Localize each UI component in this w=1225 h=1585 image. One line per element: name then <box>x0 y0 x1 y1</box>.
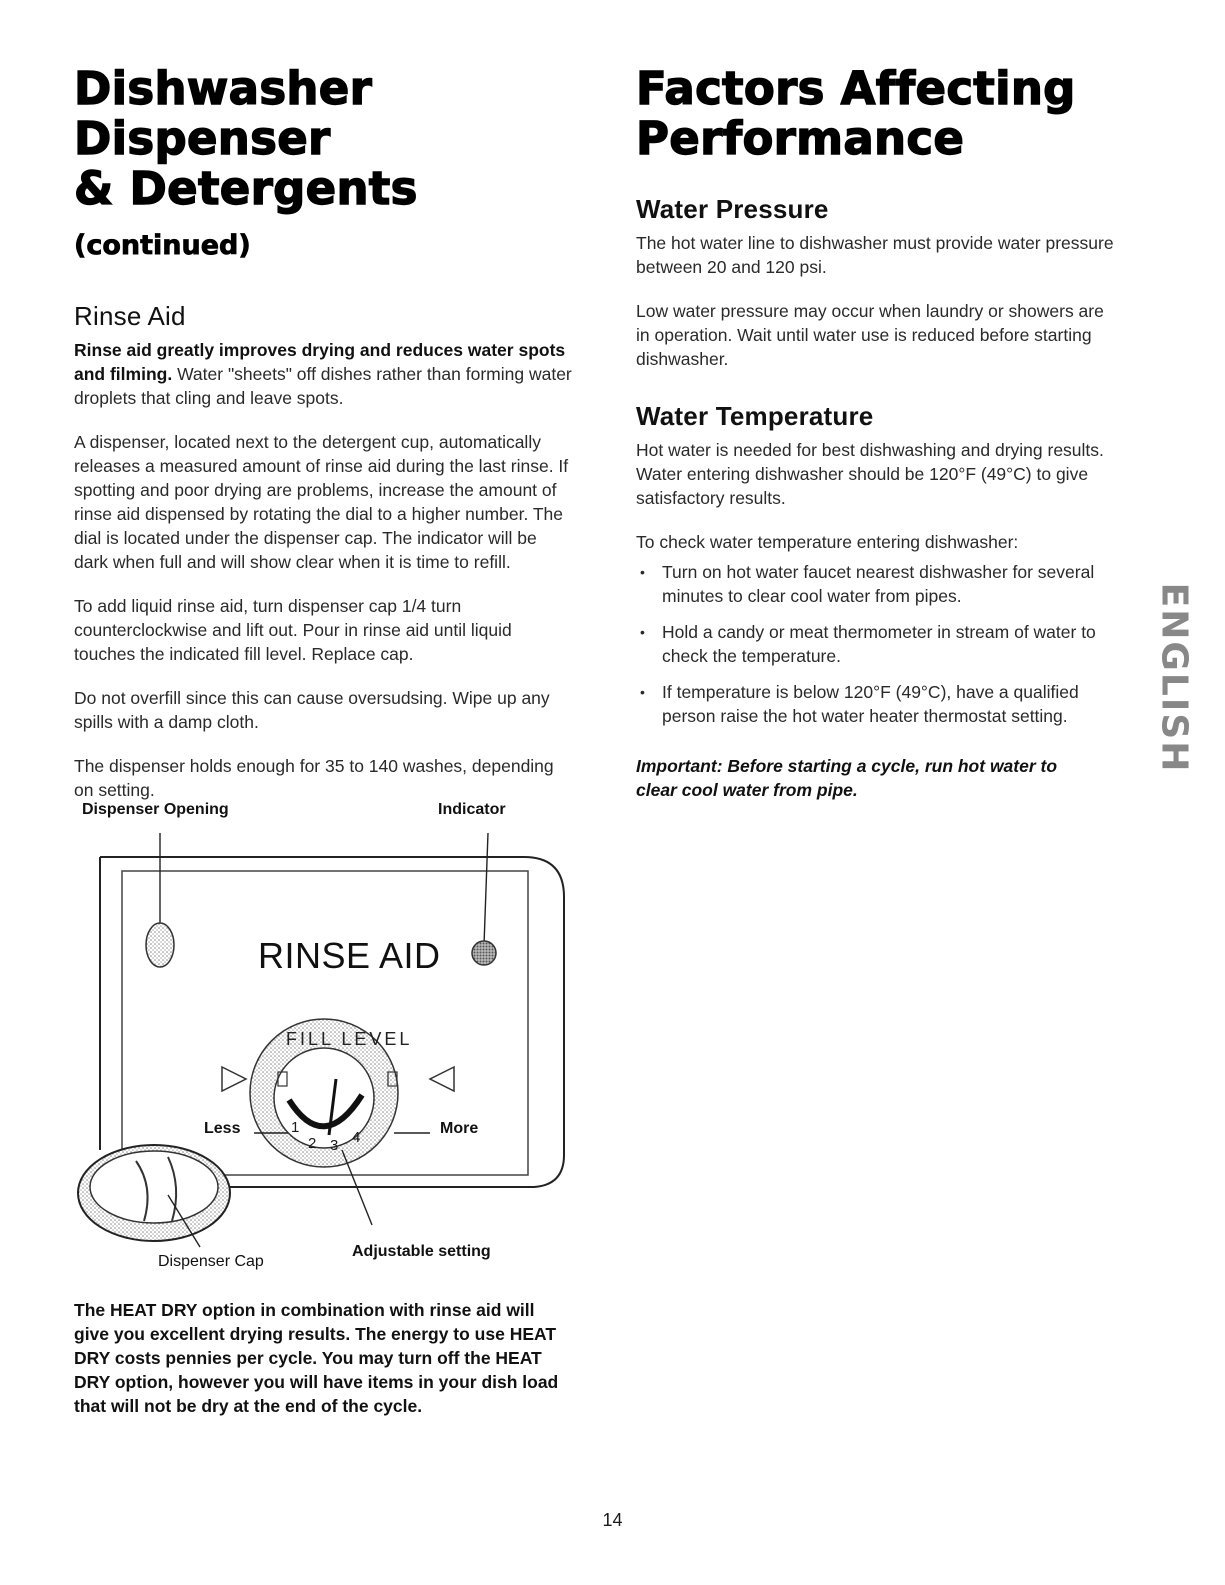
side-tab-text: ENGLISH <box>1153 582 1195 774</box>
water-temperature-paragraph-1: Hot water is needed for best dishwashing and drying results. Water entering dishwasher should be 120°F (49°C) to give satisfactory results. <box>636 440 1104 508</box>
water-pressure-paragraph-2: Low water pressure may occur when laundry or showers are in operation. Wait until water use is reduced before starting dishwasher. <box>636 301 1104 369</box>
list-item: • Turn on hot water faucet nearest dishwasher for several minutes to clear cool water from pipes. <box>662 560 1116 608</box>
indicator-pointer-line <box>484 833 488 945</box>
left-column <box>74 64 574 822</box>
rinse-aid-paragraph-5: The dispenser holds enough for 35 to 140 washes, depending on setting. <box>74 756 554 800</box>
dial-number-2: 2 <box>308 1135 317 1152</box>
rinse-aid-heading: Rinse Aid <box>74 301 186 331</box>
rinse-aid-paragraph-2: A dispenser, located next to the detergent cup, automatically releases a measured amount of rinse aid during the last rinse. If spotting and poor drying are problems, increase the amount of rinse aid dispensed by rotating the dial to a higher number. The dial is located under the dispenser cap. The indicator will be dark when full and will show clear when it is time to refill. <box>74 432 569 572</box>
water-temperature-paragraph-2: To check water temperature entering dishwasher: <box>636 532 1019 552</box>
rinse-aid-diagram <box>74 795 594 1285</box>
label-dispenser-cap: Dispenser Cap <box>158 1253 264 1270</box>
left-title-line2: & Detergents <box>74 162 418 215</box>
label-adjustable-setting: Adjustable setting <box>352 1243 491 1260</box>
water-pressure-heading: Water Pressure <box>636 194 829 224</box>
left-arrow-shape <box>222 1067 246 1091</box>
right-title-line2: Performance <box>636 112 965 165</box>
rinse-aid-paragraph-4: Do not overfill since this can cause oversudsing. Wipe up any spills with a damp cloth. <box>74 688 550 732</box>
label-more: More <box>440 1120 479 1137</box>
list-item: • If temperature is below 120°F (49°C), have a qualified person raise the hot water heater thermostat setting. <box>662 680 1116 728</box>
important-note: Important: Before starting a cycle, run hot water to clear cool water from pipe. <box>636 756 1058 800</box>
rinse-aid-p1-rest: Water "sheets" off dishes rather than forming water droplets that cling and leave spots. <box>74 364 572 408</box>
label-indicator: Indicator <box>438 801 506 818</box>
english-side-tab <box>1150 568 1198 788</box>
dial-fill-level-text: FILL LEVEL <box>286 1029 413 1049</box>
left-title-suffix: (continued) <box>74 230 251 261</box>
list-item: • Hold a candy or meat thermometer in stream of water to check the temperature. <box>662 620 1116 668</box>
heat-dry-paragraph: The HEAT DRY option in combination with rinse aid will give you excellent drying results. The energy to use HEAT DRY costs pennies per cycle. You may turn off the HEAT DRY option, however you will have items in your dish load that will not be dry at the end of the cycle. <box>74 1300 559 1416</box>
dial-number-4: 4 <box>352 1129 361 1146</box>
dial-number-1: 1 <box>291 1119 300 1136</box>
dial-number-3: 3 <box>330 1137 339 1154</box>
rinse-aid-paragraph-3: To add liquid rinse aid, turn dispenser cap 1/4 turn counterclockwise and lift out. Pour in rinse aid until liquid touches the indicated fill level. Replace cap. <box>74 596 512 664</box>
dispenser-cap-top <box>90 1151 218 1223</box>
left-title <box>74 64 574 271</box>
label-less: Less <box>204 1120 241 1137</box>
rinse-aid-lead: Rinse aid greatly improves drying and reduces water spots and filming. <box>74 340 566 384</box>
label-dispenser-opening: Dispenser Opening <box>82 801 229 818</box>
indicator-dot-shape <box>472 941 496 965</box>
panel-rinse-aid-text: RINSE AID <box>258 935 441 976</box>
water-pressure-paragraph-1: The hot water line to dishwasher must provide water pressure between 20 and 120 psi. <box>636 233 1114 277</box>
right-arrow-shape <box>430 1067 454 1091</box>
temperature-check-list <box>636 560 1116 728</box>
right-title-line1: Factors Affecting <box>636 62 1076 115</box>
dispenser-opening-shape <box>146 923 174 967</box>
left-title-line1: Dishwasher Dispenser <box>74 62 373 165</box>
rinse-aid-paragraph-1 <box>74 338 574 410</box>
page-number: 14 <box>602 1510 623 1530</box>
right-title <box>636 64 1116 164</box>
right-column <box>636 64 1116 802</box>
water-temperature-heading: Water Temperature <box>636 401 874 431</box>
